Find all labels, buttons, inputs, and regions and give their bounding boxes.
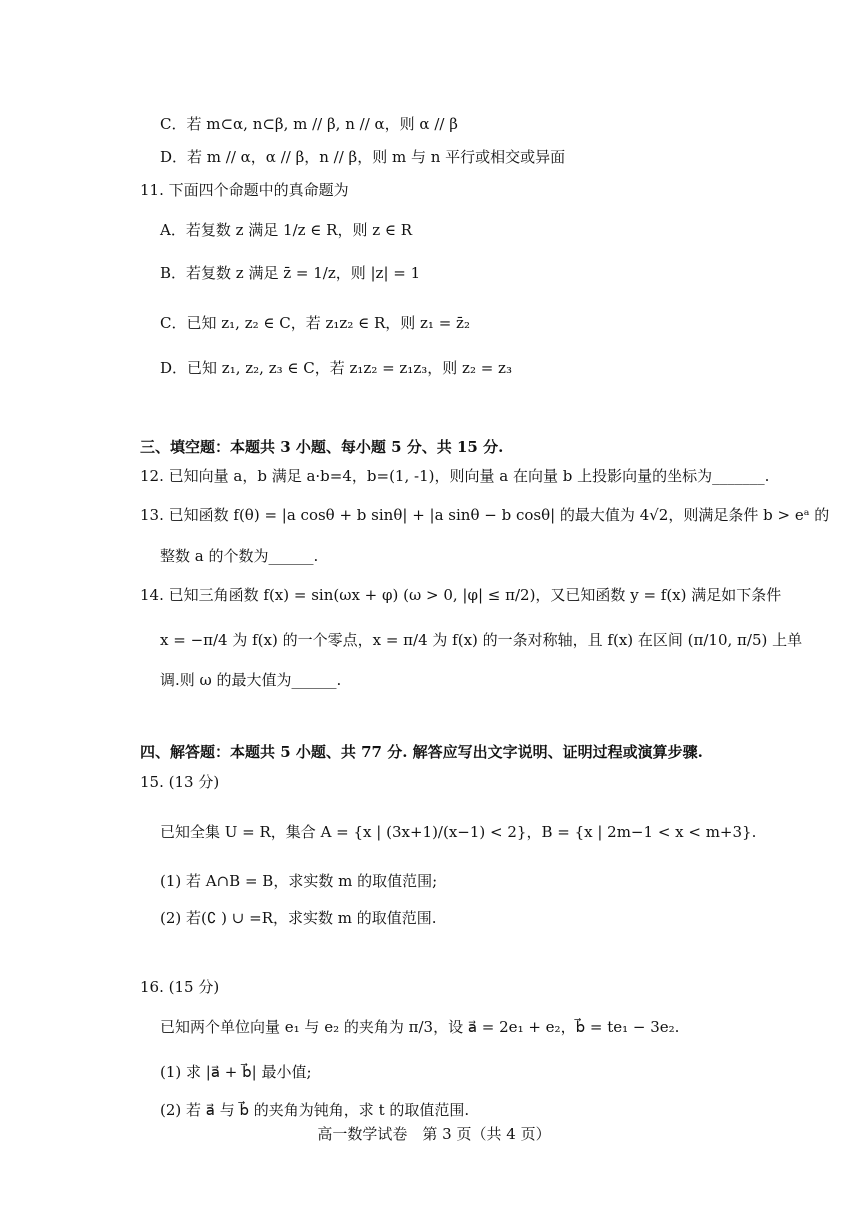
- q15-part1: (1) 若 A∩B = B，求实数 m 的取值范围;: [160, 872, 438, 890]
- q11-stem: 11. 下面四个命题中的真命题为: [140, 181, 349, 199]
- section3-heading: 三、填空题：本题共 3 小题、每小题 5 分、共 15 分.: [140, 438, 504, 456]
- page-footer: 高一数学试卷 第 3 页（共 4 页）: [317, 1125, 551, 1143]
- q15-part2: (2) 若(∁ ) ∪ =R，求实数 m 的取值范围.: [160, 909, 437, 927]
- q12: 12. 已知向量 a，b 满足 a·b=4，b=(1, -1)，则向量 a 在向量 b 上投影向量的坐标为_______.: [140, 467, 770, 485]
- q15-title: 15. (13 分): [140, 773, 220, 791]
- q10-option-c: C．若 m⊂α, n⊂β, m // β, n // α，则 α // β: [160, 115, 458, 133]
- q16-title: 16. (15 分): [140, 978, 220, 996]
- q10-option-d: D．若 m // α，α // β，n // β，则 m 与 n 平行或相交或异面: [160, 148, 566, 166]
- q15-stem: 已知全集 U = R，集合 A = {x | (3x+1)/(x−1) < 2}，B = {x | 2m−1 < x < m+3}.: [160, 823, 757, 841]
- q14-line1: 14. 已知三角函数 f(x) = sin(ωx + φ) (ω > 0, |φ| ≤ π/2)，又已知函数 y = f(x) 满足如下条件: [140, 586, 782, 604]
- q11-option-d: D．已知 z₁, z₂, z₃ ∈ C，若 z₁z₂ = z₁z₃，则 z₂ = z₃: [160, 359, 512, 377]
- q13-line1: 13. 已知函数 f(θ) = |a cosθ + b sinθ| + |a sinθ − b cosθ| 的最大值为 4√2，则满足条件 b > eᵃ 的: [140, 506, 830, 524]
- q13-line2: 整数 a 的个数为______.: [160, 547, 319, 565]
- q14-line2: x = −π/4 为 f(x) 的一个零点，x = π/4 为 f(x) 的一条对称轴，且 f(x) 在区间 (π/10, π/5) 上单: [160, 631, 803, 649]
- q16-part1: (1) 求 |a⃗ + b⃗| 最小值;: [160, 1063, 312, 1081]
- section4-heading: 四、解答题：本题共 5 小题、共 77 分. 解答应写出文字说明、证明过程或演算步骤.: [140, 743, 703, 761]
- q11-option-a: A．若复数 z 满足 1/z ∈ R，则 z ∈ R: [160, 221, 413, 239]
- q16-stem: 已知两个单位向量 e₁ 与 e₂ 的夹角为 π/3，设 a⃗ = 2e₁ + e₂，b⃗ = te₁ − 3e₂.: [160, 1018, 680, 1036]
- q14-line3: 调.则 ω 的最大值为______.: [160, 671, 342, 689]
- q11-option-c: C．已知 z₁, z₂ ∈ C，若 z₁z₂ ∈ R，则 z₁ = z̄₂: [160, 314, 470, 332]
- q11-option-b: B．若复数 z 满足 z̄ = 1/z，则 |z| = 1: [160, 264, 421, 282]
- q16-part2: (2) 若 a⃗ 与 b⃗ 的夹角为钝角，求 t 的取值范围.: [160, 1101, 470, 1119]
